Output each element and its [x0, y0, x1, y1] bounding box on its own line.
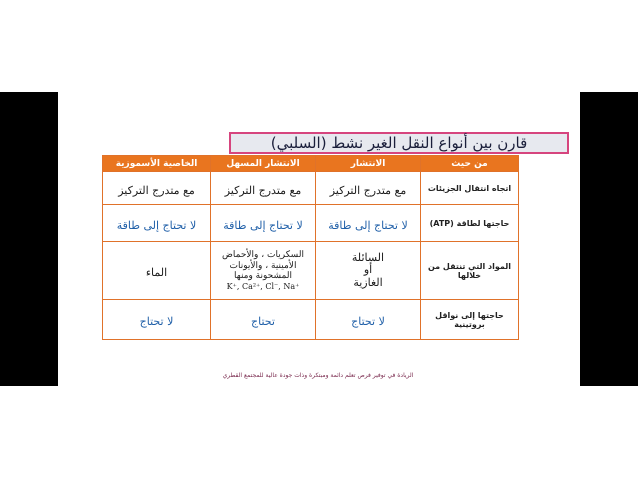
table-cell	[316, 242, 421, 300]
table-row	[103, 300, 519, 340]
table-row	[103, 172, 519, 205]
table-row	[103, 205, 519, 242]
slide	[58, 92, 580, 386]
table-header-row	[103, 156, 519, 172]
cell-handwriting-ions: K⁺, Ca²⁺, Cl⁻, Na⁺	[226, 282, 300, 292]
row-head: اتجاه انتقال الجزيئات	[421, 172, 519, 205]
row-head: المواد التي تنتقل من خلالها	[421, 242, 519, 300]
header-osmosis: الخاصية الأسموزية	[103, 156, 211, 172]
table-row	[103, 242, 519, 300]
row-head: حاجتها إلى نواقل بروتينية	[421, 300, 519, 340]
slide-title: قارن بين أنواع النقل الغير نشط (السلبي)	[270, 134, 528, 152]
row-head: حاجتها لطاقة (ATP)	[421, 205, 519, 242]
slide-footer: الريادة في توفير فرص تعلم دائمة ومبتكرة وذات جودة عالية للمجتمع القطري	[222, 372, 414, 379]
table-cell	[103, 242, 211, 300]
cell-handwriting: الأمينية ، والأيونات	[229, 260, 297, 271]
table-cell	[103, 205, 211, 242]
cell-handwriting: تحتاج	[251, 315, 275, 328]
slide-title-box	[229, 132, 569, 154]
cell-handwriting: أو	[363, 263, 373, 277]
header-facilitated: الانتشار المسهل	[211, 156, 316, 172]
cell-handwriting: السكريات ، والأحماض	[222, 249, 304, 260]
table-cell	[211, 300, 316, 340]
cell-handwriting: مع متدرج التركيز	[224, 183, 302, 197]
header-criteria: من حيث	[421, 156, 519, 172]
cell-handwriting: الماء	[145, 266, 168, 279]
cell-handwriting: لا تحتاج	[351, 315, 385, 328]
table-cell	[316, 172, 421, 205]
cell-handwriting: لا تحتاج إلى طاقة	[223, 218, 303, 232]
table-cell	[211, 242, 316, 300]
comparison-table	[102, 155, 519, 340]
cell-handwriting: الغازية	[353, 275, 383, 289]
cell-handwriting: لا تحتاج إلى طاقة	[116, 218, 197, 232]
cell-handwriting: لا تحتاج	[139, 315, 174, 328]
letterbox-left	[0, 92, 58, 386]
table-cell	[316, 205, 421, 242]
cell-handwriting: مع متدرج التركيز	[118, 183, 195, 197]
cell-handwriting: لا تحتاج إلى طاقة	[328, 218, 408, 232]
table-cell	[211, 205, 316, 242]
cell-handwriting: السائلة	[351, 250, 385, 264]
table-cell	[316, 300, 421, 340]
cell-handwriting: المشحونة ومنها	[234, 271, 292, 282]
table-cell	[103, 300, 211, 340]
table-cell	[211, 172, 316, 205]
table-cell	[103, 172, 211, 205]
cell-handwriting: مع متدرج التركيز	[329, 183, 407, 197]
letterbox-right	[580, 92, 638, 386]
header-diffusion: الانتشار	[316, 156, 421, 172]
